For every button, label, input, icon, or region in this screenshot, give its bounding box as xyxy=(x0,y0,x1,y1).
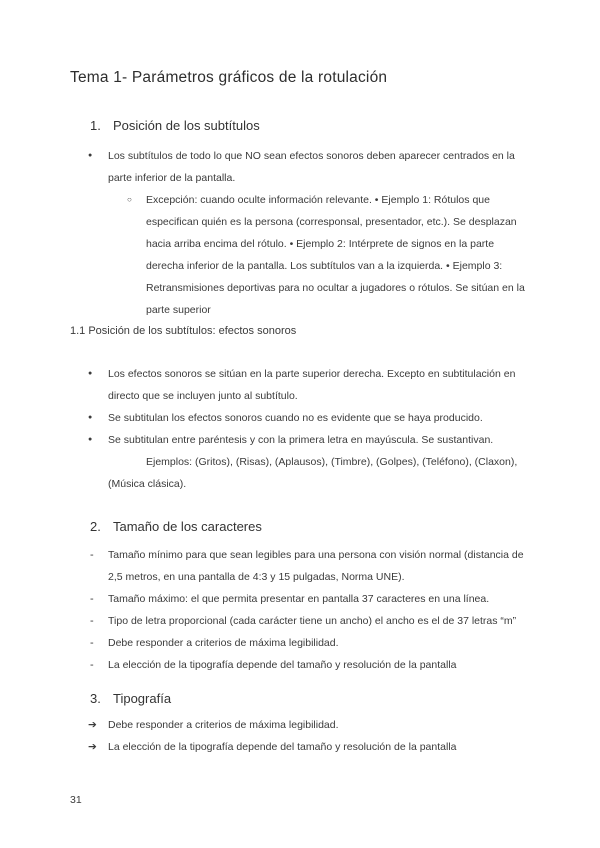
document-title: Tema 1- Parámetros gráficos de la rotulación xyxy=(70,69,388,86)
list-item-text: Debe responder a criterios de máxima legibilidad. xyxy=(108,719,339,731)
section-3-list xyxy=(70,714,534,758)
page-number: 31 xyxy=(70,794,82,806)
list-item xyxy=(70,544,534,588)
bullet-icon: ● xyxy=(88,370,93,377)
section-2-title: Tamaño de los caracteres xyxy=(113,519,262,534)
section-1-list xyxy=(70,145,534,321)
section-1-1-heading: 1.1 Posición de los subtítulos: efectos sonoros xyxy=(70,325,297,337)
arrow-bullet-icon: ➔ xyxy=(88,741,97,753)
section-3-title: Tipografía xyxy=(113,691,172,706)
bullet-icon: ● xyxy=(88,436,93,443)
bullet-icon: ● xyxy=(88,414,93,421)
list-item-text: Tamaño mínimo para que sean legibles para una persona con visión normal (distancia de 2,5 metros, en una pantalla de 4:3 y 15 pulgadas, Norma UNE). xyxy=(108,549,524,583)
list-item xyxy=(70,632,534,654)
list-item xyxy=(70,363,534,407)
list-item-text: Los subtítulos de todo lo que NO sean efectos sonoros deben aparecer centrados en la parte inferior de la pantalla. xyxy=(108,150,515,184)
dash-bullet-icon: - xyxy=(90,615,94,627)
list-item-text: La elección de la tipografía depende del tamaño y resolución de la pantalla xyxy=(108,741,457,753)
list-item-text: Excepción: cuando oculte información relevante. • Ejemplo 1: Rótulos que especifican quién es la persona (corresponsal, presentador, etc.). Se desplazan hacia arriba encima del rótulo. • Ejemplo 2: Intérprete de signos en la parte derecha inferior de la pantalla. Los subtítulos van a la izquierda. • Ejemplo 3: Retransmisiones deportivas para no ocultar a jugadores o rótulos. Se sitúan en la parte superior xyxy=(146,194,525,316)
list-item-text: Debe responder a criterios de máxima legibilidad. xyxy=(108,637,339,649)
list-item xyxy=(70,407,534,429)
list-item xyxy=(70,610,534,632)
list-item-text: Tipo de letra proporcional (cada carácter tiene un ancho) el ancho es el de 37 letras “m” xyxy=(108,615,517,627)
section-2-heading xyxy=(70,518,534,536)
section-1-heading xyxy=(70,117,534,135)
list-item-sub xyxy=(70,189,534,321)
dash-bullet-icon: - xyxy=(90,659,94,671)
list-item xyxy=(70,654,534,676)
section-1-number: 1. xyxy=(90,118,101,133)
section-1-1-list xyxy=(70,363,534,495)
list-item xyxy=(70,588,534,610)
examples-paragraph: Ejemplos: (Gritos), (Risas), (Aplausos), (Timbre), (Golpes), (Teléfono), (Claxon), (Música clásica). xyxy=(108,456,518,490)
list-item-text: Se subtitulan entre paréntesis y con la primera letra en mayúscula. Se sustantivan. xyxy=(108,434,494,446)
list-item-text: Los efectos sonoros se sitúan en la parte superior derecha. Excepto en subtitulación en directo que se incluyen junto al subtítulo. xyxy=(108,368,516,402)
bullet-icon: ● xyxy=(88,152,93,159)
section-3-heading xyxy=(70,690,534,708)
list-item xyxy=(70,145,534,189)
dash-bullet-icon: - xyxy=(90,637,94,649)
dash-bullet-icon: - xyxy=(90,549,94,561)
arrow-bullet-icon: ➔ xyxy=(88,719,97,731)
list-item xyxy=(70,736,534,758)
list-item-text: Se subtitulan los efectos sonoros cuando no es evidente que se haya producido. xyxy=(108,412,483,424)
dash-bullet-icon: - xyxy=(90,593,94,605)
list-item-text: La elección de la tipografía depende del tamaño y resolución de la pantalla xyxy=(108,659,457,671)
list-item xyxy=(70,714,534,736)
list-item xyxy=(70,429,534,451)
section-2-number: 2. xyxy=(90,519,101,534)
section-3-number: 3. xyxy=(90,691,101,706)
section-2-list xyxy=(70,544,534,676)
section-1-title: Posición de los subtítulos xyxy=(113,118,260,133)
circle-bullet-icon: ○ xyxy=(127,195,132,204)
list-item-text: Tamaño máximo: el que permita presentar en pantalla 37 caracteres en una línea. xyxy=(108,593,490,605)
